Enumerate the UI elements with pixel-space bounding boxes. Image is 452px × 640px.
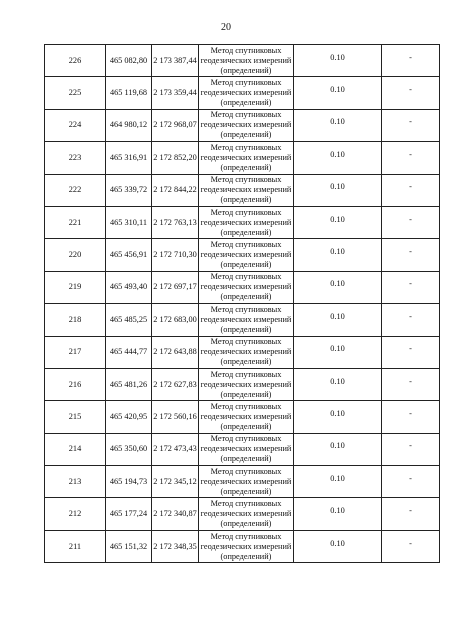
method-line: геодезических измерений [200,55,292,65]
x-coordinate-cell: 465 177,24 [106,498,152,530]
description-cell [382,466,440,498]
method-line: (определений) [220,454,272,464]
description-cell-text: - [409,538,412,548]
method-line: Метод спутниковых [210,240,282,250]
description-cell-text: - [409,149,412,159]
accuracy-cell [294,271,382,303]
method-line: геодезических измерений [200,444,292,454]
point-number-cell: 225 [45,77,106,109]
accuracy-cell-text: 0.10 [330,117,345,127]
method-line: Метод спутниковых [210,272,282,282]
table-row [45,45,440,77]
x-coordinate-cell: 465 194,73 [106,466,152,498]
method-line: геодезических измерений [200,217,292,227]
page-number: 20 [221,22,231,33]
method-line: Метод спутниковых [210,434,282,444]
point-number-cell: 214 [45,433,106,465]
method-line: Метод спутниковых [210,337,282,347]
description-cell-text: - [409,117,412,127]
y-coordinate-cell: 2 172 852,20 [152,142,199,174]
point-number-cell: 221 [45,206,106,238]
table-row [45,401,440,433]
y-coordinate-cell: 2 172 560,16 [152,401,199,433]
description-cell-text: - [409,408,412,418]
method-cell [199,239,294,271]
method-line: (определений) [220,519,272,529]
y-coordinate-cell: 2 172 844,22 [152,174,199,206]
description-cell-text: - [409,85,412,95]
method-cell [199,271,294,303]
x-coordinate-cell: 465 420,95 [106,401,152,433]
accuracy-cell-text: 0.10 [330,52,345,62]
method-line: (определений) [220,357,272,367]
table-row [45,109,440,141]
method-cell [199,304,294,336]
table-row [45,142,440,174]
method-line: (определений) [220,227,272,237]
method-line: (определений) [220,292,272,302]
point-number-cell: 217 [45,336,106,368]
method-line: (определений) [220,421,272,431]
method-line: (определений) [220,162,272,172]
y-coordinate-cell: 2 172 697,17 [152,271,199,303]
method-cell [199,401,294,433]
method-line: геодезических измерений [200,379,292,389]
point-number-cell: 219 [45,271,106,303]
method-line: геодезических измерений [200,185,292,195]
method-line: геодезических измерений [200,476,292,486]
table-row [45,336,440,368]
accuracy-cell-text: 0.10 [330,311,345,321]
description-cell-text: - [409,279,412,289]
method-line: геодезических измерений [200,120,292,130]
accuracy-cell-text: 0.10 [330,538,345,548]
method-line: Метод спутниковых [210,304,282,314]
point-number-cell: 216 [45,368,106,400]
description-cell-text: - [409,441,412,451]
method-line: (определений) [220,324,272,334]
x-coordinate-cell: 465 493,40 [106,271,152,303]
method-line: геодезических измерений [200,509,292,519]
y-coordinate-cell: 2 172 968,07 [152,109,199,141]
description-cell [382,77,440,109]
method-cell [199,109,294,141]
accuracy-cell-text: 0.10 [330,279,345,289]
point-number-cell: 215 [45,401,106,433]
accuracy-cell [294,206,382,238]
y-coordinate-cell: 2 172 345,12 [152,466,199,498]
accuracy-cell [294,498,382,530]
description-cell [382,206,440,238]
x-coordinate-cell: 465 456,91 [106,239,152,271]
method-line: (определений) [220,486,272,496]
method-cell [199,336,294,368]
accuracy-cell [294,368,382,400]
table-row [45,77,440,109]
method-line: Метод спутниковых [210,175,282,185]
description-cell-text: - [409,473,412,483]
table-row [45,304,440,336]
method-cell [199,77,294,109]
table-row [45,174,440,206]
method-line: Метод спутниковых [210,499,282,509]
y-coordinate-cell: 2 172 340,87 [152,498,199,530]
method-line: (определений) [220,130,272,140]
method-cell [199,498,294,530]
method-line: (определений) [220,65,272,75]
y-coordinate-cell: 2 172 473,43 [152,433,199,465]
method-line: Метод спутниковых [210,531,282,541]
y-coordinate-cell: 2 172 683,00 [152,304,199,336]
accuracy-cell [294,336,382,368]
accuracy-cell-text: 0.10 [330,376,345,386]
y-coordinate-cell: 2 172 763,13 [152,206,199,238]
x-coordinate-cell: 465 310,11 [106,206,152,238]
accuracy-cell [294,45,382,77]
accuracy-cell [294,142,382,174]
accuracy-cell [294,174,382,206]
y-coordinate-cell: 2 172 643,88 [152,336,199,368]
description-cell [382,174,440,206]
accuracy-cell-text: 0.10 [330,214,345,224]
accuracy-cell-text: 0.10 [330,408,345,418]
accuracy-cell-text: 0.10 [330,182,345,192]
y-coordinate-cell: 2 172 710,30 [152,239,199,271]
accuracy-cell [294,466,382,498]
method-cell [199,466,294,498]
accuracy-cell-text: 0.10 [330,85,345,95]
description-cell [382,142,440,174]
coordinates-table [44,44,440,563]
method-line: Метод спутниковых [210,78,282,88]
x-coordinate-cell: 464 980,12 [106,109,152,141]
point-number-cell: 222 [45,174,106,206]
description-cell [382,336,440,368]
description-cell-text: - [409,311,412,321]
accuracy-cell [294,239,382,271]
point-number-cell: 212 [45,498,106,530]
x-coordinate-cell: 465 485,25 [106,304,152,336]
table-row [45,466,440,498]
method-line: геодезических измерений [200,411,292,421]
x-coordinate-cell: 465 444,77 [106,336,152,368]
table-row [45,271,440,303]
method-line: Метод спутниковых [210,110,282,120]
y-coordinate-cell: 2 173 359,44 [152,77,199,109]
method-line: геодезических измерений [200,347,292,357]
description-cell [382,368,440,400]
point-number-cell: 213 [45,466,106,498]
method-line: Метод спутниковых [210,369,282,379]
description-cell-text: - [409,214,412,224]
method-line: Метод спутниковых [210,207,282,217]
point-number-cell: 223 [45,142,106,174]
description-cell-text: - [409,376,412,386]
description-cell-text: - [409,182,412,192]
method-line: (определений) [220,551,272,561]
method-line: (определений) [220,389,272,399]
point-number-cell: 220 [45,239,106,271]
table-row [45,433,440,465]
x-coordinate-cell: 465 151,32 [106,530,152,562]
method-line: Метод спутниковых [210,401,282,411]
description-cell-text: - [409,52,412,62]
accuracy-cell [294,109,382,141]
method-line: (определений) [220,98,272,108]
table-row [45,368,440,400]
method-cell [199,206,294,238]
table-row [45,206,440,238]
description-cell-text: - [409,506,412,516]
table-row [45,239,440,271]
accuracy-cell-text: 0.10 [330,149,345,159]
method-cell [199,142,294,174]
x-coordinate-cell: 465 082,80 [106,45,152,77]
method-line: геодезических измерений [200,250,292,260]
method-line: геодезических измерений [200,282,292,292]
method-cell [199,530,294,562]
description-cell [382,498,440,530]
x-coordinate-cell: 465 350,60 [106,433,152,465]
method-line: Метод спутниковых [210,45,282,55]
description-cell [382,304,440,336]
accuracy-cell-text: 0.10 [330,247,345,257]
method-line: геодезических измерений [200,314,292,324]
point-number-cell: 211 [45,530,106,562]
method-cell [199,45,294,77]
description-cell [382,530,440,562]
method-line: геодезических измерений [200,541,292,551]
method-line: (определений) [220,195,272,205]
x-coordinate-cell: 465 119,68 [106,77,152,109]
description-cell [382,433,440,465]
point-number-cell: 218 [45,304,106,336]
accuracy-cell-text: 0.10 [330,473,345,483]
description-cell-text: - [409,344,412,354]
accuracy-cell-text: 0.10 [330,506,345,516]
table-row [45,530,440,562]
method-cell [199,174,294,206]
description-cell-text: - [409,247,412,257]
coordinates-table-body [45,45,440,563]
accuracy-cell [294,433,382,465]
y-coordinate-cell: 2 173 387,44 [152,45,199,77]
method-line: геодезических измерений [200,152,292,162]
description-cell [382,271,440,303]
method-cell [199,368,294,400]
description-cell [382,45,440,77]
point-number-cell: 224 [45,109,106,141]
x-coordinate-cell: 465 339,72 [106,174,152,206]
method-line: (определений) [220,260,272,270]
point-number-cell: 226 [45,45,106,77]
accuracy-cell [294,77,382,109]
accuracy-cell [294,401,382,433]
table-row [45,498,440,530]
method-line: Метод спутниковых [210,142,282,152]
y-coordinate-cell: 2 172 627,83 [152,368,199,400]
accuracy-cell-text: 0.10 [330,344,345,354]
description-cell [382,401,440,433]
accuracy-cell [294,530,382,562]
x-coordinate-cell: 465 481,26 [106,368,152,400]
accuracy-cell-text: 0.10 [330,441,345,451]
method-cell [199,433,294,465]
description-cell [382,239,440,271]
method-line: Метод спутниковых [210,466,282,476]
method-line: геодезических измерений [200,88,292,98]
description-cell [382,109,440,141]
y-coordinate-cell: 2 172 348,35 [152,530,199,562]
accuracy-cell [294,304,382,336]
x-coordinate-cell: 465 316,91 [106,142,152,174]
